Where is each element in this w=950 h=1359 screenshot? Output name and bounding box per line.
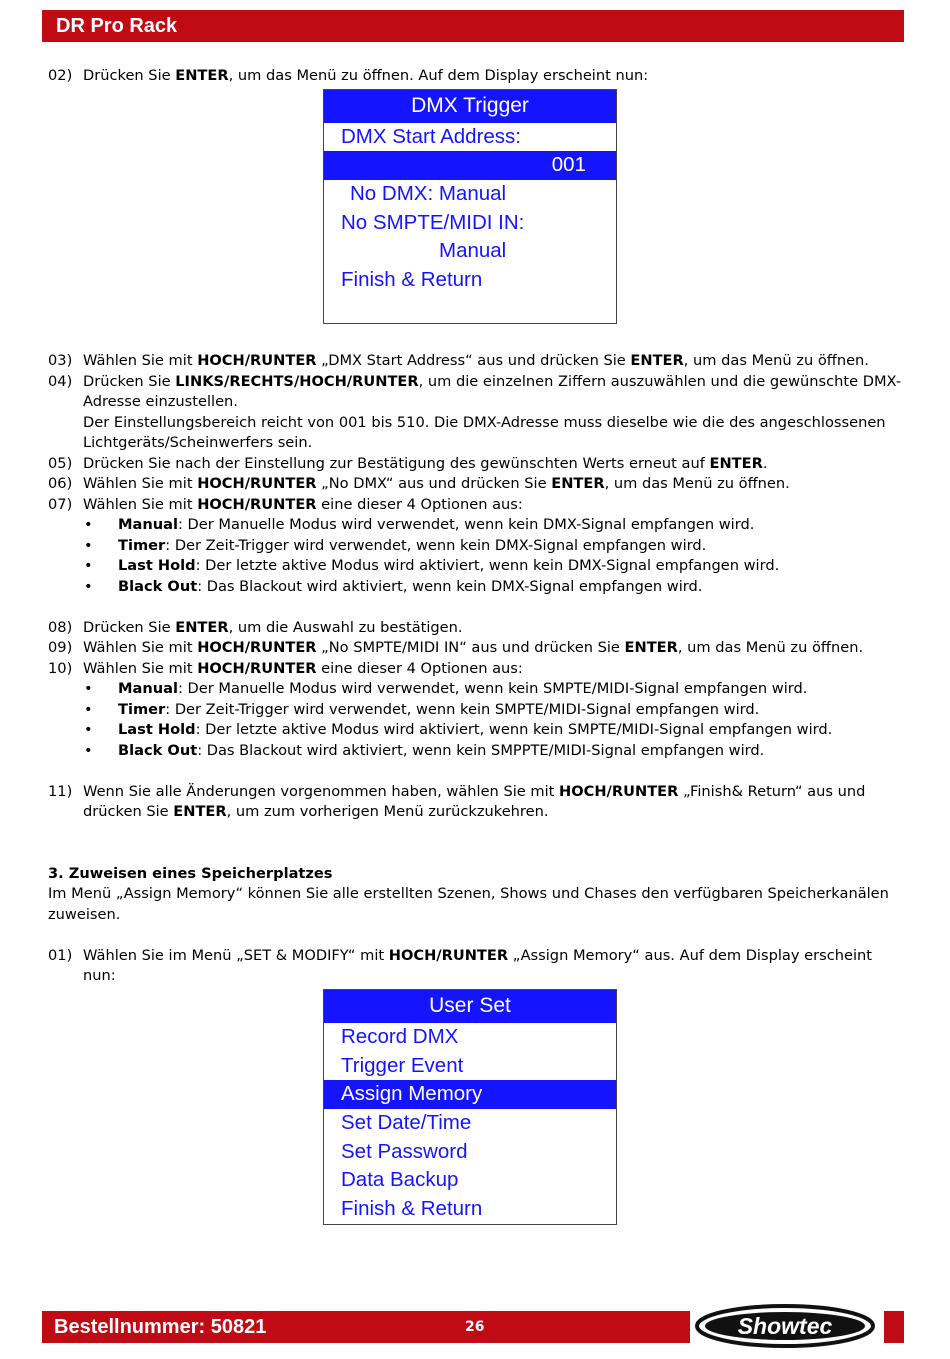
text-run: Wenn Sie alle Änderungen vorgenommen haben, wählen Sie mit xyxy=(83,782,560,800)
step-item xyxy=(48,946,904,987)
text-run: , um das Menü zu öffnen. xyxy=(677,639,864,657)
bold-term: HOCH/RUNTER xyxy=(197,659,317,677)
bullet-item xyxy=(118,720,904,741)
text-run: eine dieser 4 Optionen aus: xyxy=(316,495,523,513)
bold-term: ENTER xyxy=(175,67,229,84)
text-run: : Der Manuelle Modus wird verwendet, wenn kein SMPTE/MIDI-Signal empfangen wird. xyxy=(178,680,808,698)
footer-end-block xyxy=(884,1311,904,1343)
text-run: , um zum vorherigen Menü zurückzukehren. xyxy=(226,803,549,821)
bullets-smpte xyxy=(48,679,904,761)
bold-term: ENTER xyxy=(173,803,227,821)
text-run: eine dieser 4 Optionen aus: xyxy=(316,659,523,677)
lcd-user-set xyxy=(323,989,617,1225)
lcd-menu-row: Assign Memory xyxy=(324,1080,616,1109)
step-number: 11) xyxy=(48,782,73,800)
bullet-item xyxy=(118,577,904,598)
step-item xyxy=(48,618,904,639)
step-number: 01) xyxy=(48,946,73,964)
step-text xyxy=(83,474,904,495)
step-text xyxy=(83,495,904,516)
lcd-menu-row: DMX Start Address: xyxy=(341,124,522,148)
bold-term: Last Hold xyxy=(118,557,196,575)
step-item xyxy=(48,351,904,372)
bold-term: LINKS/RECHTS/HOCH/RUNTER xyxy=(175,372,419,390)
steps-c xyxy=(48,618,904,680)
step-text xyxy=(83,454,904,475)
bullet-item xyxy=(118,536,904,557)
lcd-menu-row: Data Backup xyxy=(341,1168,459,1192)
text-run: Wählen Sie mit xyxy=(83,352,198,370)
lcd-title: DMX Trigger xyxy=(324,90,616,123)
page-content xyxy=(48,66,904,1225)
step-text xyxy=(83,618,904,639)
lcd-menu-row: Set Password xyxy=(341,1139,468,1163)
step-text xyxy=(83,946,904,987)
logo-text: Showtec xyxy=(737,1313,833,1339)
step-text xyxy=(83,372,904,413)
step-item xyxy=(48,638,904,659)
text-run: „No SMPTE/MIDI IN“ aus und drücken Sie xyxy=(316,639,625,657)
bold-term: Timer xyxy=(118,536,166,554)
lcd-menu-row: Finish & Return xyxy=(341,267,483,291)
bold-term: ENTER xyxy=(551,475,605,493)
lcd-menu-row: Trigger Event xyxy=(341,1053,464,1077)
lcd-menu-row xyxy=(324,295,616,324)
step-number xyxy=(48,413,83,454)
steps-b xyxy=(48,351,904,515)
bullet-item xyxy=(118,556,904,577)
text-run: , um das Menü zu öffnen. xyxy=(604,475,790,493)
text-run: Wählen Sie mit xyxy=(83,495,198,513)
step-item xyxy=(48,782,904,823)
showtec-logo xyxy=(694,1303,876,1349)
bold-term: HOCH/RUNTER xyxy=(197,475,317,493)
lcd-menu-row: No DMX: Manual xyxy=(350,181,507,205)
text-run: Wählen Sie mit xyxy=(83,639,198,657)
lcd-menu-row: Manual xyxy=(439,239,507,263)
step-item xyxy=(48,495,904,516)
step-number: 03) xyxy=(48,352,73,370)
header-title: DR Pro Rack xyxy=(56,15,178,37)
step-text xyxy=(83,413,904,454)
steps-a xyxy=(48,66,904,87)
text-run: Drücken Sie xyxy=(83,372,176,390)
bold-term: Manual xyxy=(118,516,178,534)
step-number: 07) xyxy=(48,495,73,513)
page-header xyxy=(42,10,904,42)
bold-term: Black Out xyxy=(118,577,198,595)
bold-term: HOCH/RUNTER xyxy=(197,639,317,657)
text-run: Wählen Sie im Menü „SET & MODIFY“ mit xyxy=(83,946,389,964)
bullet-item xyxy=(118,741,904,762)
text-run: , um die einzelnen Ziffern auszuwählen und die gewünschte DMX-Adresse einzustellen. xyxy=(83,372,902,411)
text-run: , um das Menü zu öffnen. Auf dem Display erscheint nun: xyxy=(228,67,649,84)
text-run: . xyxy=(762,454,768,472)
text-run: „DMX Start Address“ aus und drücken Sie xyxy=(316,352,631,370)
step-item xyxy=(48,474,904,495)
step-item xyxy=(48,659,904,680)
lcd-menu-row: Set Date/Time xyxy=(341,1110,472,1134)
step-text xyxy=(83,66,904,87)
section-intro: Im Menü „Assign Memory“ können Sie alle erstellten Szenen, Shows und Chases den verfügbaren Speicherkanälen zuweisen. xyxy=(48,885,889,923)
text-run: Drücken Sie xyxy=(83,618,176,636)
text-run: : Der letzte aktive Modus wird aktiviert, wenn kein DMX-Signal empfangen wird. xyxy=(195,557,780,575)
bold-term: HOCH/RUNTER xyxy=(559,782,679,800)
step-number: 05) xyxy=(48,454,73,472)
step-text xyxy=(83,351,904,372)
step-number: 02) xyxy=(48,67,73,84)
step-item xyxy=(48,372,904,413)
steps-e xyxy=(48,946,904,987)
text-run: : Das Blackout wird aktiviert, wenn kein SMPPTE/MIDI-Signal empfangen wird. xyxy=(197,741,765,759)
bullets-dmx xyxy=(48,515,904,597)
step-item xyxy=(48,413,904,454)
step-text xyxy=(83,659,904,680)
bold-term: Black Out xyxy=(118,741,198,759)
step-number: 08) xyxy=(48,618,73,636)
text-run: : Der Zeit-Trigger wird verwendet, wenn kein SMPTE/MIDI-Signal empfangen wird. xyxy=(165,700,760,718)
bold-term: ENTER xyxy=(709,454,763,472)
bold-term: HOCH/RUNTER xyxy=(388,946,509,964)
bold-term: Manual xyxy=(118,680,178,698)
text-run: Wählen Sie mit xyxy=(83,475,198,493)
step-item xyxy=(48,66,904,87)
bold-term: ENTER xyxy=(624,639,678,657)
text-run: : Der letzte aktive Modus wird aktiviert, wenn kein SMPTE/MIDI-Signal empfangen wird. xyxy=(195,721,833,739)
text-run: Wählen Sie mit xyxy=(83,659,198,677)
order-number: Bestellnummer: 50821 xyxy=(54,1316,267,1338)
bold-term: Last Hold xyxy=(118,721,196,739)
bold-term: HOCH/RUNTER xyxy=(197,495,317,513)
bold-term: Timer xyxy=(118,700,166,718)
bold-term: ENTER xyxy=(175,618,229,636)
bullet-item xyxy=(118,515,904,536)
text-run: , um das Menü zu öffnen. xyxy=(683,352,869,370)
step-number: 09) xyxy=(48,639,73,657)
text-run: „Finish& Return“ aus und drücken Sie xyxy=(83,782,866,821)
steps-d xyxy=(48,782,904,823)
step-item xyxy=(48,454,904,475)
lcd-menu-row: Record DMX xyxy=(341,1024,459,1048)
step-number: 06) xyxy=(48,475,73,493)
text-run: Der Einstellungsbereich reicht von 001 bis 510. Die DMX-Adresse muss dieselbe wie die des angeschlossenen Lichtgeräts/Scheinwerfers sein. xyxy=(83,413,886,452)
text-run: : Das Blackout wird aktiviert, wenn kein DMX-Signal empfangen wird. xyxy=(197,577,703,595)
text-run: , um die Auswahl zu bestätigen. xyxy=(228,618,463,636)
page-number: 26 xyxy=(465,1319,485,1335)
step-text xyxy=(83,638,904,659)
text-run: : Der Zeit-Trigger wird verwendet, wenn kein DMX-Signal empfangen wird. xyxy=(165,536,707,554)
bullet-item xyxy=(118,679,904,700)
text-run: „Assign Memory“ aus. Auf dem Display erscheint nun: xyxy=(83,946,872,985)
step-text xyxy=(83,782,904,823)
section-title: 3. Zuweisen eines Speicherplatzes xyxy=(48,864,333,882)
lcd-menu-row: 001 xyxy=(324,151,616,180)
lcd-menu-row: Finish & Return xyxy=(341,1196,483,1220)
step-number: 10) xyxy=(48,659,73,677)
lcd-dmx-trigger xyxy=(323,89,617,325)
bold-term: ENTER xyxy=(630,352,684,370)
text-run: Drücken Sie xyxy=(83,67,176,84)
text-run: Drücken Sie nach der Einstellung zur Bestätigung des gewünschten Werts erneut auf xyxy=(83,454,710,472)
lcd-title: User Set xyxy=(324,990,616,1023)
text-run: : Der Manuelle Modus wird verwendet, wenn kein DMX-Signal empfangen wird. xyxy=(178,516,755,534)
bullet-item xyxy=(118,700,904,721)
step-number: 04) xyxy=(48,372,73,390)
lcd-menu-row: No SMPTE/MIDI IN: xyxy=(341,210,525,234)
text-run: „No DMX“ aus und drücken Sie xyxy=(316,475,552,493)
bold-term: HOCH/RUNTER xyxy=(197,352,317,370)
